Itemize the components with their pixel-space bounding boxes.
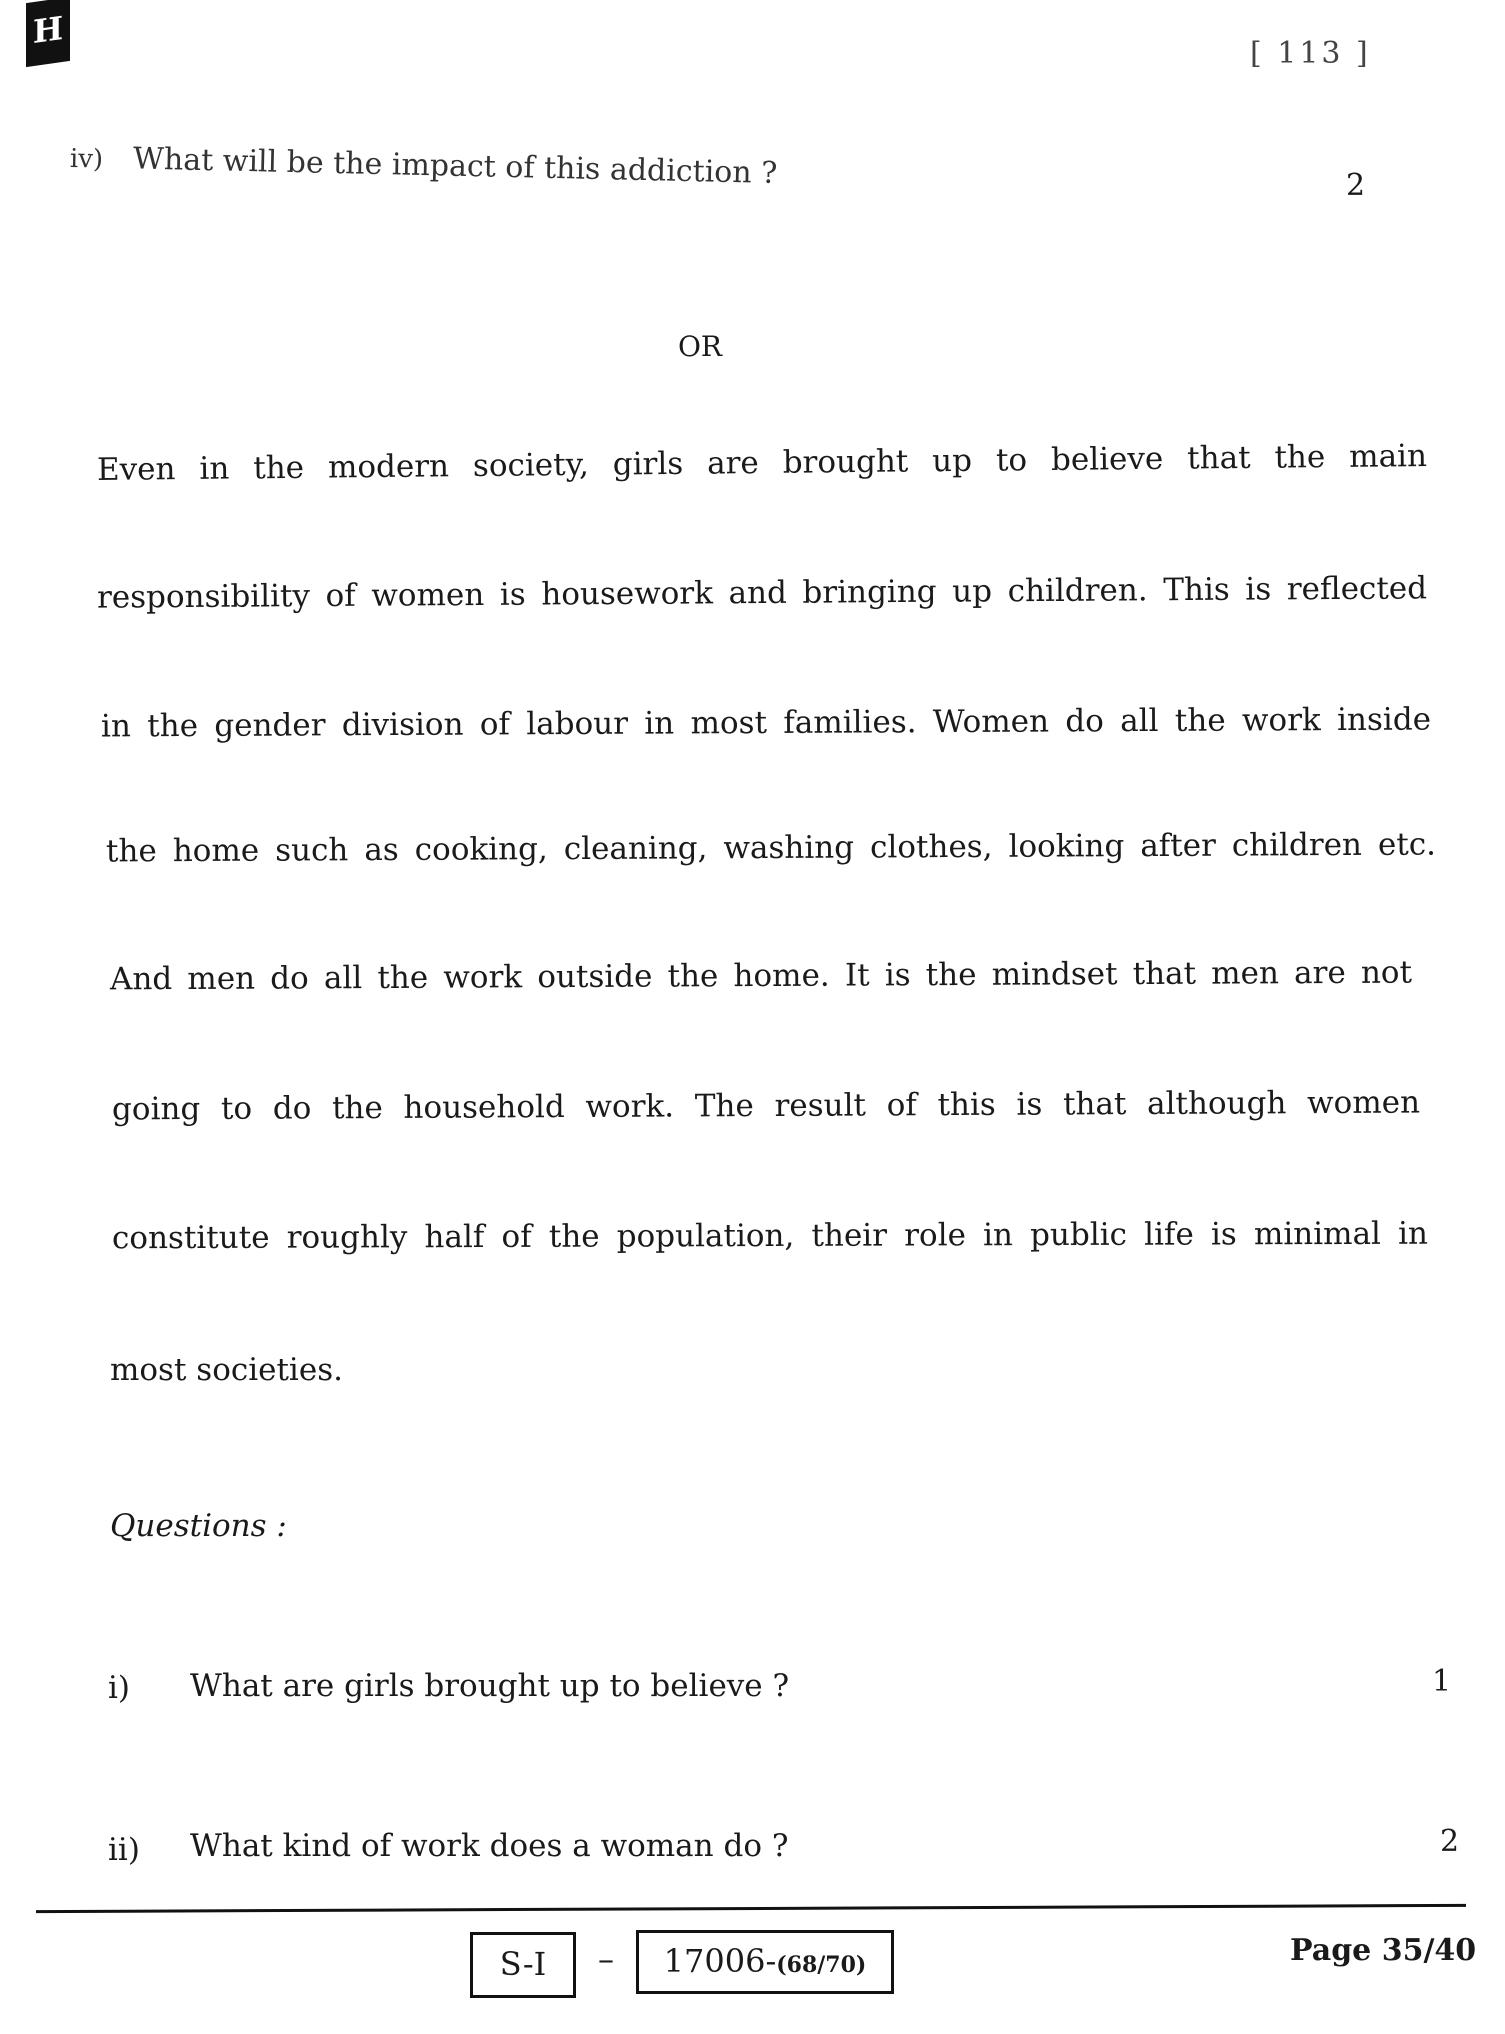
question-marks: 1: [1432, 1664, 1452, 1699]
passage-line: going to do the household work. The result of this is that although women: [111, 1084, 1421, 1128]
questions-heading: Questions :: [110, 1508, 287, 1544]
passage-line: And men do all the work outside the home. It is the mindset that men are not: [109, 954, 1413, 998]
or-separator: OR: [677, 330, 723, 363]
logo-badge: H: [26, 0, 70, 67]
page-reference: [ 113 ]: [1250, 36, 1371, 71]
passage-line: Even in the modern society, girls are brought up to believe that the main: [96, 438, 1428, 488]
passage-line: the home such as cooking, cleaning, washing clothes, looking after children etc.: [105, 826, 1437, 870]
passage-line: in the gender division of labour in most families. Women do all the work inside: [100, 701, 1432, 745]
question-number: i): [108, 1670, 131, 1706]
paper-code-suffix: (68/70): [776, 1952, 867, 1978]
page-number: Page 35/40: [1290, 1933, 1477, 1968]
series-box: S-I: [470, 1932, 576, 1998]
question-text: What will be the impact of this addiction ?: [132, 141, 778, 192]
paper-code-box: [636, 1930, 894, 1994]
footer-rule: [36, 1904, 1466, 1913]
passage-line: constitute roughly half of the population, their role in public life is minimal in: [111, 1215, 1429, 1257]
question-text: What are girls brought up to believe ?: [190, 1668, 790, 1704]
question-marks: 2: [1346, 168, 1366, 203]
question-text: What kind of work does a woman do ?: [190, 1828, 789, 1864]
question-number: ii): [108, 1832, 140, 1868]
paper-code: 17006-: [663, 1942, 777, 1980]
question-number: iv): [69, 144, 104, 175]
passage-line: responsibility of women is housework and bringing up children. This is reflected: [96, 570, 1428, 616]
previous-question: [70, 140, 778, 191]
footer-dash: –: [598, 1940, 614, 1978]
passage-line: most societies.: [110, 1352, 343, 1388]
question-marks: 2: [1440, 1824, 1460, 1859]
